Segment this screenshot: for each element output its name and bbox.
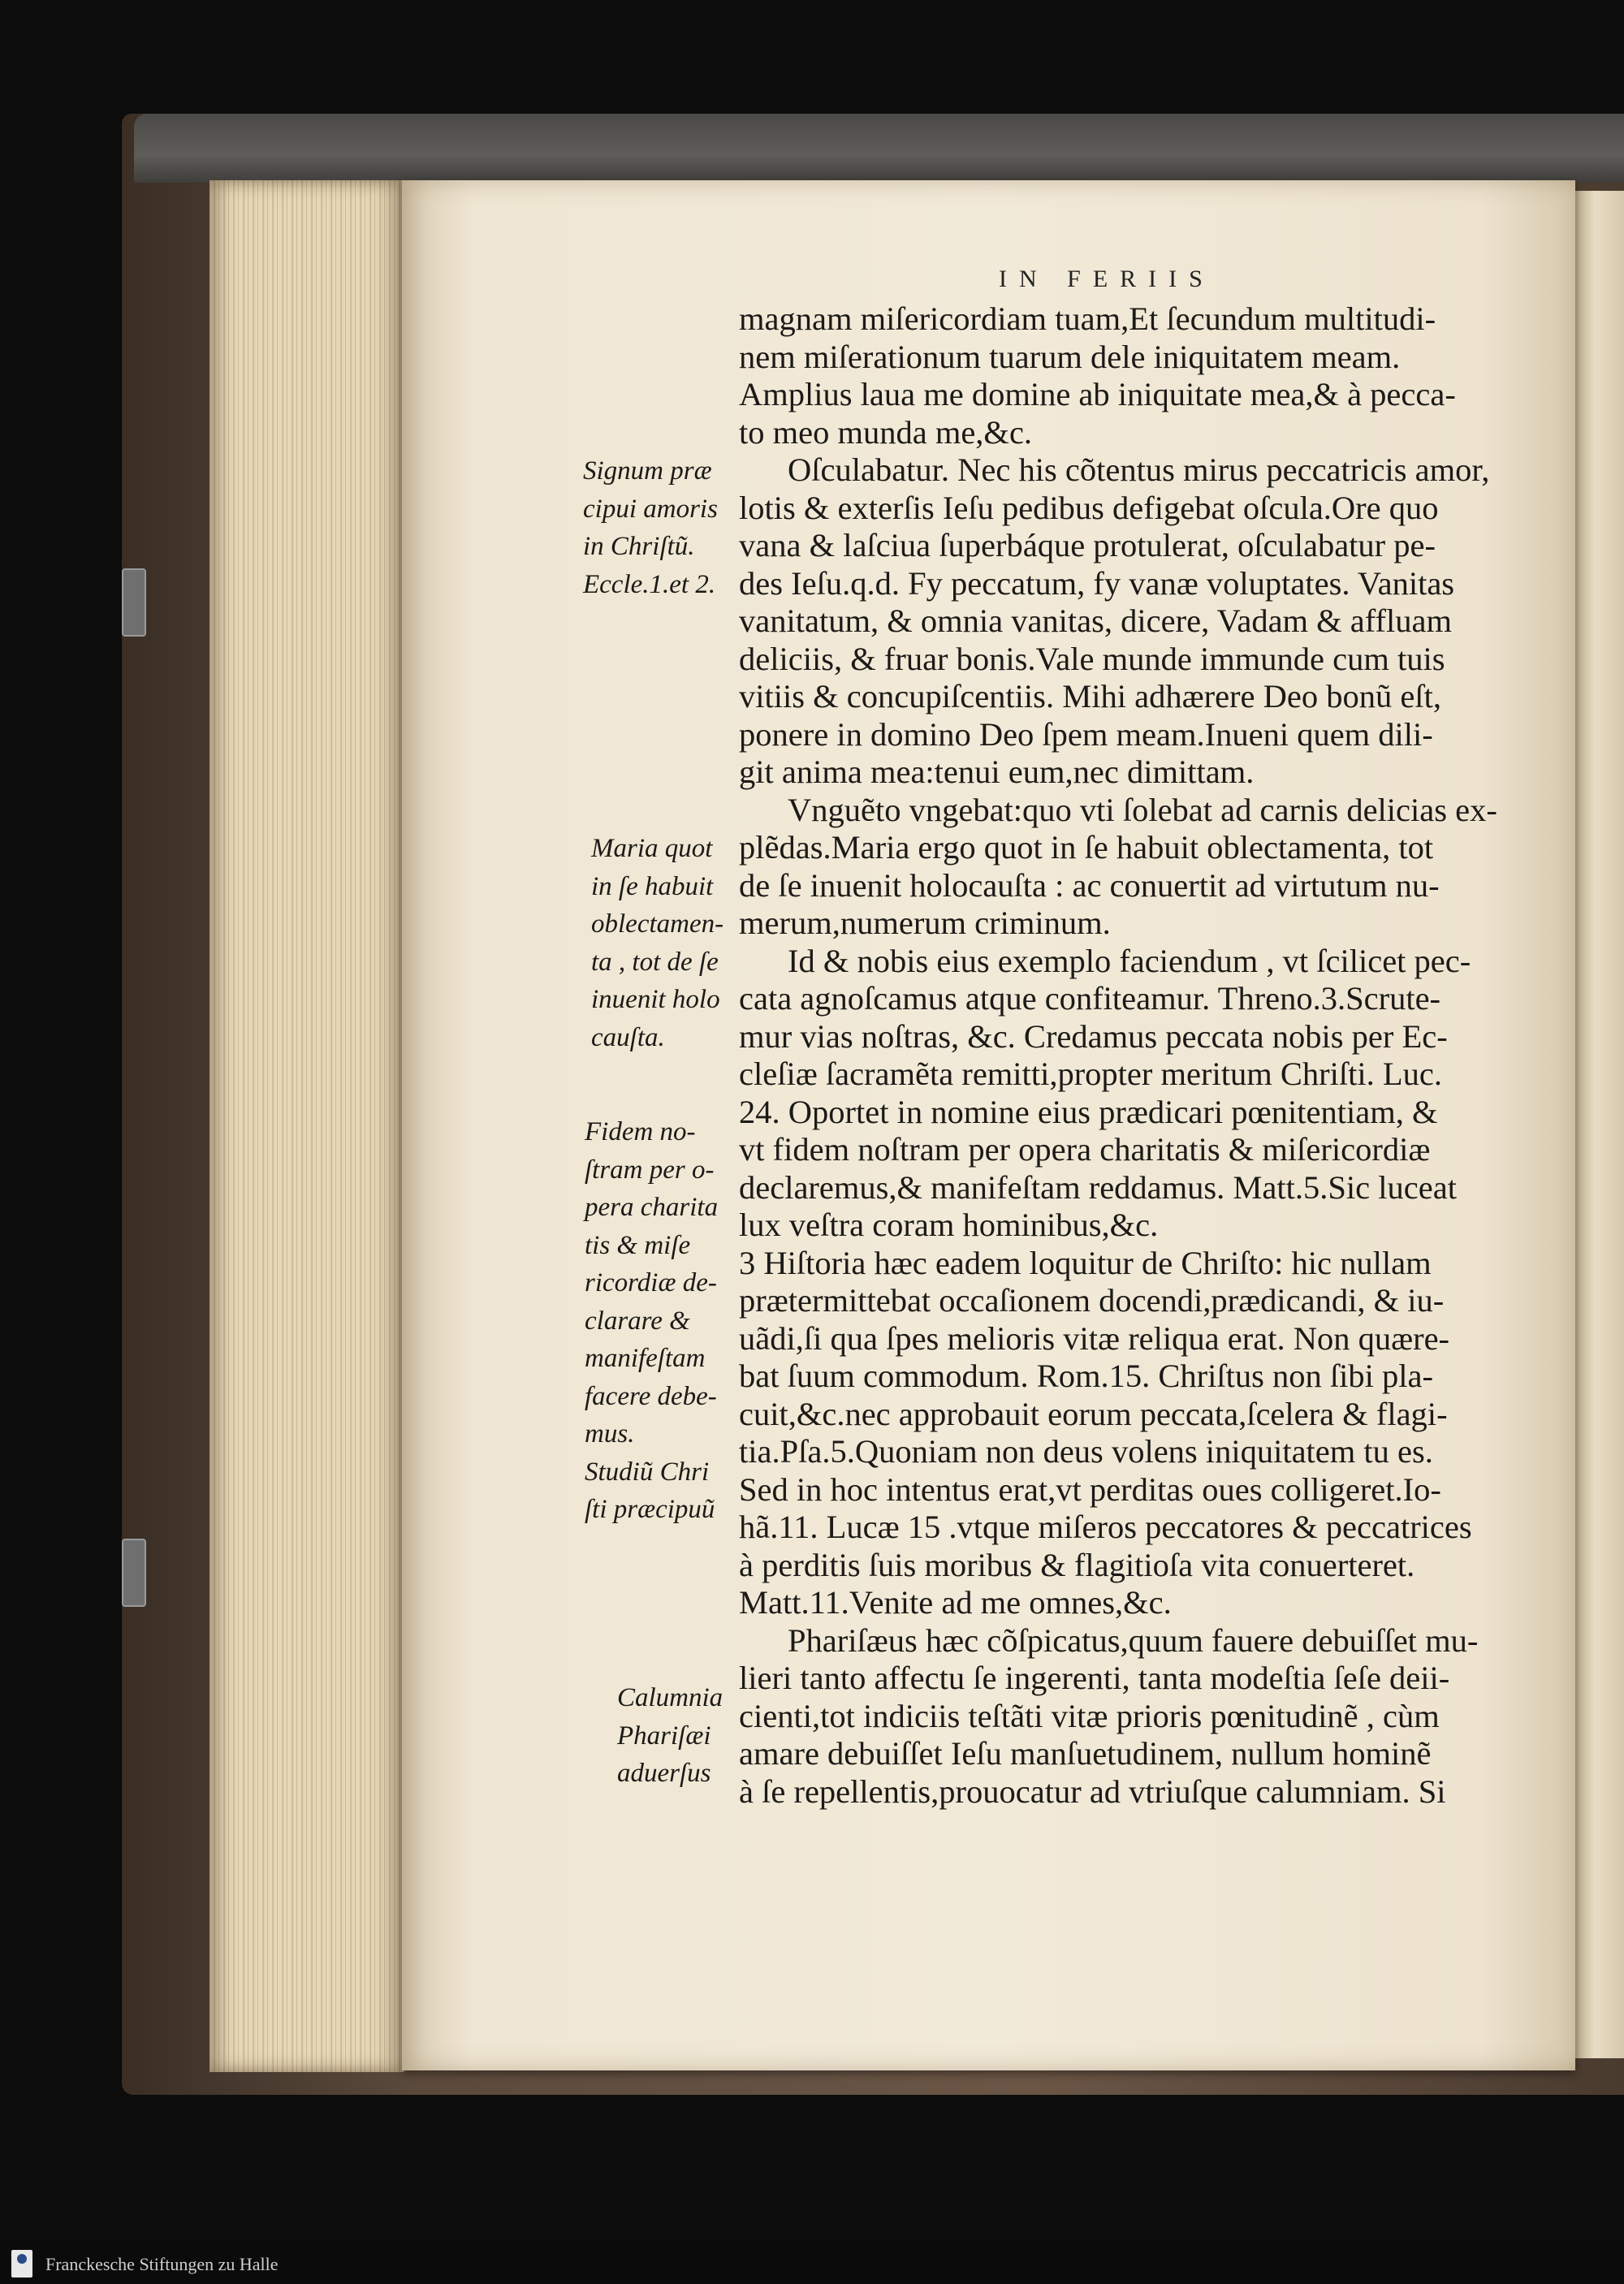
text-line: cienti,tot indiciis teſtãti vitæ prioris pœnitudinẽ , cùm [739, 1697, 1440, 1734]
margin-note-line: Signum præ [583, 456, 712, 486]
margin-note-line: Calumnia [617, 1683, 723, 1712]
margin-note-line: cauſta. [591, 1022, 665, 1052]
margin-note-line: clarare & [585, 1306, 690, 1336]
margin-note-line: Fidem no- [585, 1117, 696, 1146]
margin-note-calumnia [617, 1679, 723, 1793]
text-line: amare debuiſſet Ieſu manſuetudinem, nullum hominẽ [739, 1735, 1432, 1772]
text-line: cleſiæ ſacramẽta remitti,propter meritum Chriſti. Luc. [739, 1056, 1442, 1092]
margin-note-line: ta , tot de ſe [591, 947, 719, 977]
text-line: Id & nobis eius exemplo faciendum , vt ſcilicet pec- [788, 942, 1471, 979]
margin-note-line: Maria quot [591, 834, 713, 863]
text-line: Oſculabatur. Nec his cõtentus mirus peccatricis amor, [788, 451, 1490, 488]
text-line: cuit,&c.nec approbauit eorum peccata,ſcelera & flagi- [739, 1395, 1448, 1432]
text-line: to meo munda me,&c. [739, 413, 1033, 451]
text-line: vana & laſciua ſuperbáque protulerat, oſculabatur pe- [739, 527, 1436, 563]
margin-note-maria [591, 830, 723, 1056]
footer-institution: Franckesche Stiftungen zu Halle [45, 2254, 279, 2274]
text-line: nem miſerationum tuarum dele iniquitatem meam. [739, 338, 1401, 375]
text-line: merum,numerum criminum. [739, 905, 1111, 941]
facing-page-edge [1575, 191, 1624, 2058]
margin-note-line: facere debe- [585, 1381, 717, 1411]
text-line: uãdi,ſi qua ſpes melioris vitæ reliqua erat. Non quære- [739, 1319, 1450, 1357]
text-line: lux veſtra coram hominibus,&c. [739, 1207, 1159, 1243]
text-line: bat ſuum commodum. Rom.15. Chriſtus non ſibi pla- [739, 1358, 1433, 1394]
margin-note-line: ſti præcipuũ [585, 1495, 715, 1524]
margin-note-line: cipui amoris [583, 494, 718, 524]
text-line: git anima mea:tenui eum,nec dimittam. [739, 753, 1255, 790]
clasp-lower [122, 1539, 146, 1607]
clasp-upper [122, 568, 146, 637]
margin-note-line: inuenit holo [591, 985, 720, 1014]
running-head: IN FERIIS [999, 266, 1215, 292]
text-line: Amplius laua me domine ab iniquitate mea,& à pecca- [739, 376, 1456, 412]
margin-note-fidem [585, 1113, 718, 1529]
text-line: 3 Hiſtoria hæc eadem loquitur de Chriſto: hic nullam [739, 1244, 1432, 1281]
margin-note-line: ricordiæ de- [585, 1268, 717, 1297]
institution-logo-icon [11, 2250, 32, 2278]
text-line: Matt.11.Venite ad me omnes,&c. [739, 1584, 1172, 1621]
text-line: mur vias noſtras, &c. Credamus peccata nobis per Ec- [739, 1017, 1448, 1055]
text-line: vanitatum, & omnia vanitas, dicere, Vadam & affluam [739, 602, 1453, 639]
margin-note-line: Eccle.1.et 2. [583, 569, 716, 599]
text-line: Vnguẽto vngebat:quo vti ſolebat ad carnis delicias ex- [788, 791, 1497, 828]
margin-note-signum [583, 452, 718, 603]
text-line: de ſe inuenit holocauſta : ac conuertit ad virtutum nu- [739, 866, 1440, 904]
text-line: des Ieſu.q.d. Fy peccatum, fy vanæ voluptates. Vanitas [739, 564, 1455, 602]
text-line: Phariſæus hæc cõſpicatus,quum fauere debuiſſet mu- [788, 1621, 1479, 1659]
text-line: tia.Pſa.5.Quoniam non deus volens iniquitatem tu es. [739, 1433, 1433, 1470]
text-line: à ſe repellentis,prouocatur ad vtriuſque calumniam. Si [739, 1772, 1446, 1810]
text-line: lieri tanto affectu ſe ingerenti, tanta modeſtia ſeſe deii- [739, 1660, 1450, 1696]
margin-note-line: mus. [585, 1419, 635, 1449]
text-line: magnam miſericordiam tuam,Et ſecundum multitudi- [739, 300, 1436, 337]
footer-bar [0, 2245, 1624, 2284]
text-line: hã.11. Lucæ 15 .vtque miſeros peccatores & peccatrices [739, 1509, 1472, 1545]
text-line: vitiis & concupiſcentiis. Mihi adhærere Deo bonũ eſt, [739, 678, 1441, 715]
text-line: à perditis ſuis moribus & flagitioſa vita conuerteret. [739, 1546, 1415, 1583]
body-text [739, 300, 1518, 1811]
margin-note-line: tis & miſe [585, 1230, 691, 1260]
margin-note-line: Studiũ Chri [585, 1457, 710, 1487]
margin-note-line: aduerſus [617, 1759, 711, 1788]
text-line: lotis & exterſis Ieſu pedibus defigebat oſcula.Ore quo [739, 489, 1439, 526]
text-line: vt fidem noſtram per opera charitatis & miſericordiæ [739, 1131, 1431, 1168]
text-line: Sed in hoc intentus erat,vt perditas oues colligeret.Io- [739, 1470, 1441, 1508]
text-line: ponere in domino Deo ſpem meam.Inueni quem dili- [739, 715, 1433, 753]
margin-note-line: in ſe habuit [591, 871, 714, 901]
text-line: declaremus,& manifeſtam reddamus. Matt.5.Sic luceat [739, 1168, 1457, 1206]
text-line: cata agnoſcamus atque confiteamur. Threno.3.Scrute- [739, 980, 1441, 1017]
margin-note-line: ſtram per o- [585, 1155, 715, 1185]
margin-note-line: pera charita [585, 1193, 719, 1222]
margin-note-line: Phariſæi [617, 1721, 711, 1751]
text-line: deliciis, & fruar bonis.Vale munde immunde cum tuis [739, 640, 1445, 677]
text-line: prætermittebat occaſionem docendi,prædicandi, & iu- [739, 1282, 1445, 1319]
margin-note-line: oblectamen- [591, 909, 724, 939]
page-edges [209, 180, 404, 2072]
text-line: plẽdas.Maria ergo quot in ſe habuit oblectamenta, tot [739, 829, 1434, 866]
margin-note-line: in Chriſtũ. [583, 532, 695, 561]
text-line: 24. Oportet in nomine eius prædicari pœnitentiam, & [739, 1093, 1438, 1130]
book-top-edge [134, 114, 1624, 183]
margin-note-line: manifeſtam [585, 1344, 706, 1373]
